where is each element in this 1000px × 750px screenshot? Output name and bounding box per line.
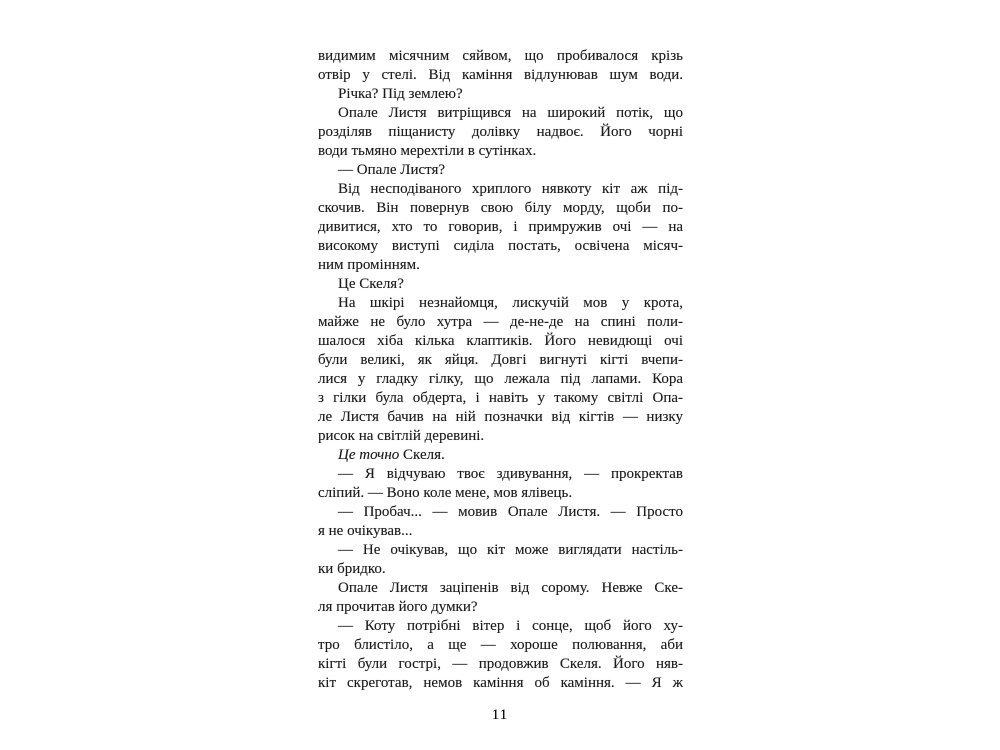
text-line: тро блистіло, а ще — хороше полювання, аби <box>318 637 683 653</box>
text-line: лися у гладку гілку, що лежала під лапами. Кора <box>318 371 683 387</box>
text-line: я не очікував... <box>318 523 413 539</box>
text-line: скочив. Він повернув свою білу морду, щоби по- <box>318 200 683 216</box>
text-line: сліпий. — Воно коле мене, мов ялівець. <box>318 485 573 501</box>
text-line: води тьмяно мерехтіли в сутінках. <box>318 143 537 159</box>
text-line: ним промінням. <box>318 257 420 273</box>
text-block <box>318 47 683 693</box>
text-line: Це Скеля? <box>338 276 404 292</box>
text-line: кігті були гострі, — продовжив Скеля. Його няв- <box>318 656 683 672</box>
text-line: Це точно Скеля. <box>338 447 445 463</box>
text-line: Від несподіваного хриплого нявкоту кіт аж під- <box>338 181 683 197</box>
text-line: дивитися, хто то говорив, і примружив очі — на <box>318 219 683 235</box>
text-line: — Не очікував, що кіт може виглядати настіль- <box>338 542 683 558</box>
text-line: високому виступі сиділа постать, освічена місяч- <box>318 238 683 254</box>
text-line: — Пробач... — мовив Опале Листя. — Просто <box>338 504 683 520</box>
text-line: — Коту потрібні вітер і сонце, щоб його ху- <box>338 618 683 634</box>
text-line: з гілки була обдерта, і навіть у такому світлі Опа- <box>318 390 683 406</box>
text-line: шалося хіба кілька клаптиків. Його невидющі очі <box>318 333 683 349</box>
text-line: отвір у стелі. Від каміння відлунював шум води. <box>318 67 683 83</box>
text-line: ля прочитав його думки? <box>318 599 478 615</box>
text-line: розділяв піщанисту долівку надвоє. Його чорні <box>318 124 683 140</box>
page-number: 11 <box>491 707 509 723</box>
text-line: рисок на світлій деревині. <box>318 428 485 444</box>
text-line: кіт скреготав, немов каміння об каміння. — Я ж <box>318 675 683 691</box>
text-line: були великі, як яйця. Довгі вигнуті кігті вчепи- <box>318 352 683 368</box>
text-line: Опале Листя заціпенів від сорому. Невже Ске- <box>338 580 683 596</box>
text-line: — Я відчуваю твоє здивування, — прокректав <box>338 466 683 482</box>
text-line: майже не було хутра — де-не-де на спині поли- <box>318 314 683 330</box>
text-line: видимим місячним сяйвом, що пробивалося крізь <box>318 48 683 64</box>
text-line: ки бридко. <box>318 561 386 577</box>
text-line: — Опале Листя? <box>338 162 446 178</box>
text-line: Річка? Під землею? <box>338 86 463 102</box>
text-line: Опале Листя витріщився на широкий потік, що <box>338 105 683 121</box>
text-line: На шкірі незнайомця, лискучій мов у крота, <box>338 295 683 311</box>
text-line: ле Листя бачив на ній позначки від кігтів — низку <box>318 409 683 425</box>
